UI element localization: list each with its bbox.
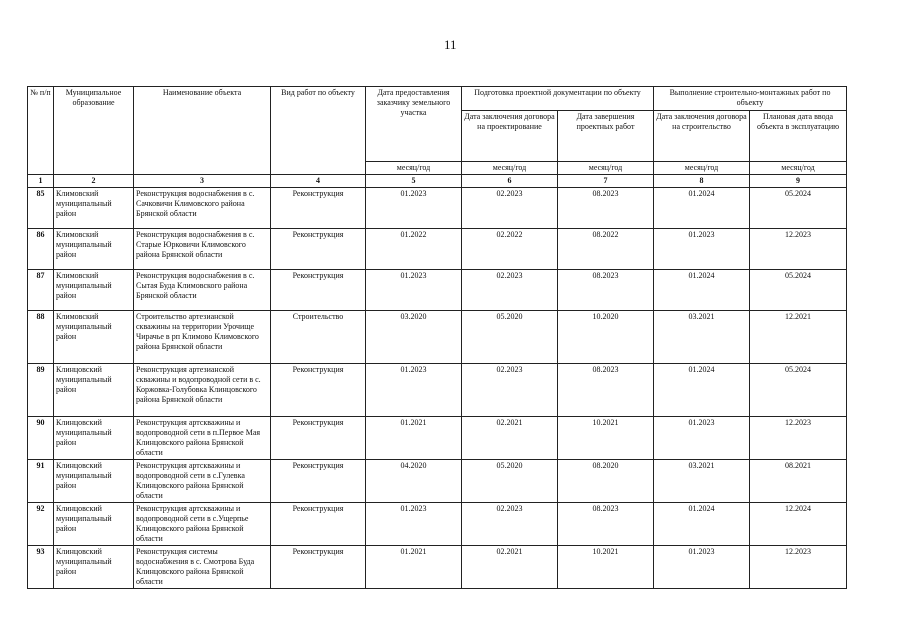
design-contract-date-cell: 02.2023 — [462, 188, 558, 229]
unit-label: месяц/год — [750, 162, 847, 175]
header-design-contract: Дата заключения договора на проектирование — [462, 111, 558, 162]
design-contract-date-cell: 02.2022 — [462, 229, 558, 270]
municipality-cell: Клинцовский муниципальный район — [54, 460, 134, 503]
design-end-date-cell: 10.2020 — [558, 311, 654, 364]
commissioning-date-cell: 08.2021 — [750, 460, 847, 503]
table-row — [28, 546, 847, 589]
municipality-cell: Климовский муниципальный район — [54, 311, 134, 364]
construction-contract-date-cell: 01.2023 — [654, 417, 750, 460]
unit-label: месяц/год — [558, 162, 654, 175]
row-number: 92 — [28, 503, 54, 546]
table-row — [28, 460, 847, 503]
table-row — [28, 229, 847, 270]
column-number-row — [28, 175, 847, 188]
municipality-cell: Клинцовский муниципальный район — [54, 546, 134, 589]
object-name-cell: Реконструкция системы водоснабжения в с. Смотрова Буда Клинцовского района Брянской области — [134, 546, 271, 589]
work-type-cell: Строительство — [271, 311, 366, 364]
municipality-cell: Клинцовский муниципальный район — [54, 364, 134, 417]
object-name-cell: Строительство артезианской скважины на территории Урочище Чирачье в рп Климово Климовского района Брянской области — [134, 311, 271, 364]
header-design-end: Дата завершения проектных работ — [558, 111, 654, 162]
column-number: 9 — [750, 175, 847, 188]
land-date-cell: 01.2023 — [366, 503, 462, 546]
work-type-cell: Реконструкция — [271, 417, 366, 460]
table-row — [28, 270, 847, 311]
design-contract-date-cell: 02.2021 — [462, 417, 558, 460]
land-date-cell: 01.2021 — [366, 417, 462, 460]
work-type-cell: Реконструкция — [271, 503, 366, 546]
row-number: 90 — [28, 417, 54, 460]
construction-contract-date-cell: 01.2023 — [654, 229, 750, 270]
design-end-date-cell: 08.2020 — [558, 460, 654, 503]
header-work-type: Вид работ по объекту — [271, 87, 366, 175]
header-municipality: Муниципальное образование — [54, 87, 134, 175]
municipality-cell: Климовский муниципальный район — [54, 270, 134, 311]
land-date-cell: 04.2020 — [366, 460, 462, 503]
header-land-date: Дата предоставления заказчику земельного участка — [366, 87, 462, 162]
design-contract-date-cell: 02.2023 — [462, 270, 558, 311]
construction-contract-date-cell: 03.2021 — [654, 311, 750, 364]
design-contract-date-cell: 02.2023 — [462, 364, 558, 417]
row-number: 86 — [28, 229, 54, 270]
column-number: 4 — [271, 175, 366, 188]
design-contract-date-cell: 05.2020 — [462, 311, 558, 364]
work-type-cell: Реконструкция — [271, 229, 366, 270]
work-type-cell: Реконструкция — [271, 460, 366, 503]
object-name-cell: Реконструкция артскважины и водопроводной сети в с.Ущерпье Клинцовского района Брянской области — [134, 503, 271, 546]
object-name-cell: Реконструкция водоснабжения в с. Сытая Буда Климовского района Брянской области — [134, 270, 271, 311]
row-number: 85 — [28, 188, 54, 229]
header-row — [28, 87, 847, 111]
design-contract-date-cell: 02.2023 — [462, 503, 558, 546]
unit-label: месяц/год — [462, 162, 558, 175]
object-name-cell: Реконструкция артскважины и водопроводной сети в п.Первое Мая Клинцовского района Брянской области — [134, 417, 271, 460]
header-commissioning: Плановая дата ввода объекта в эксплуатацию — [750, 111, 847, 162]
work-type-cell: Реконструкция — [271, 270, 366, 311]
header-design-group: Подготовка проектной документации по объекту — [462, 87, 654, 111]
column-number: 7 — [558, 175, 654, 188]
column-number: 3 — [134, 175, 271, 188]
land-date-cell: 01.2021 — [366, 546, 462, 589]
work-type-cell: Реконструкция — [271, 546, 366, 589]
land-date-cell: 01.2022 — [366, 229, 462, 270]
commissioning-date-cell: 12.2023 — [750, 546, 847, 589]
header-construction-group: Выполнение строительно-монтажных работ по объекту — [654, 87, 847, 111]
commissioning-date-cell: 12.2021 — [750, 311, 847, 364]
table-row — [28, 188, 847, 229]
row-number: 91 — [28, 460, 54, 503]
municipality-cell: Климовский муниципальный район — [54, 229, 134, 270]
work-type-cell: Реконструкция — [271, 188, 366, 229]
row-number: 93 — [28, 546, 54, 589]
page-number: 11 — [444, 37, 457, 52]
commissioning-date-cell: 12.2024 — [750, 503, 847, 546]
municipality-cell: Клинцовский муниципальный район — [54, 503, 134, 546]
work-type-cell: Реконструкция — [271, 364, 366, 417]
commissioning-date-cell: 12.2023 — [750, 417, 847, 460]
design-end-date-cell: 08.2023 — [558, 364, 654, 417]
construction-contract-date-cell: 01.2024 — [654, 188, 750, 229]
design-end-date-cell: 10.2021 — [558, 546, 654, 589]
object-name-cell: Реконструкция артскважины и водопроводной сети в с.Гулевка Клинцовского района Брянской области — [134, 460, 271, 503]
design-end-date-cell: 08.2023 — [558, 503, 654, 546]
schedule-table — [27, 86, 847, 589]
design-end-date-cell: 08.2023 — [558, 270, 654, 311]
object-name-cell: Реконструкция водоснабжения в с. Старые Юрковичи Климовского района Брянской области — [134, 229, 271, 270]
construction-contract-date-cell: 01.2023 — [654, 546, 750, 589]
object-name-cell: Реконструкция артезианской скважины и водопроводной сети в с. Коржовка-Голубовка Клинцовского района Брянской области — [134, 364, 271, 417]
object-name-cell: Реконструкция водоснабжения в с. Сачковичи Климовского района Брянской области — [134, 188, 271, 229]
land-date-cell: 03.2020 — [366, 311, 462, 364]
land-date-cell: 01.2023 — [366, 188, 462, 229]
municipality-cell: Климовский муниципальный район — [54, 188, 134, 229]
column-number: 6 — [462, 175, 558, 188]
column-number: 8 — [654, 175, 750, 188]
construction-contract-date-cell: 03.2021 — [654, 460, 750, 503]
design-contract-date-cell: 02.2021 — [462, 546, 558, 589]
commissioning-date-cell: 05.2024 — [750, 364, 847, 417]
header-construction-contract: Дата заключения договора на строительство — [654, 111, 750, 162]
column-number: 5 — [366, 175, 462, 188]
unit-label: месяц/год — [654, 162, 750, 175]
header-object: Наименование объекта — [134, 87, 271, 175]
header-num: № п/п — [28, 87, 54, 175]
commissioning-date-cell: 05.2024 — [750, 188, 847, 229]
unit-label: месяц/год — [366, 162, 462, 175]
land-date-cell: 01.2023 — [366, 364, 462, 417]
commissioning-date-cell: 05.2024 — [750, 270, 847, 311]
construction-contract-date-cell: 01.2024 — [654, 270, 750, 311]
row-number: 87 — [28, 270, 54, 311]
table-row — [28, 503, 847, 546]
design-end-date-cell: 10.2021 — [558, 417, 654, 460]
design-end-date-cell: 08.2022 — [558, 229, 654, 270]
commissioning-date-cell: 12.2023 — [750, 229, 847, 270]
municipality-cell: Клинцовский муниципальный район — [54, 417, 134, 460]
land-date-cell: 01.2023 — [366, 270, 462, 311]
construction-contract-date-cell: 01.2024 — [654, 364, 750, 417]
construction-contract-date-cell: 01.2024 — [654, 503, 750, 546]
table-row — [28, 364, 847, 417]
column-number: 2 — [54, 175, 134, 188]
row-number: 88 — [28, 311, 54, 364]
column-number: 1 — [28, 175, 54, 188]
design-end-date-cell: 08.2023 — [558, 188, 654, 229]
row-number: 89 — [28, 364, 54, 417]
design-contract-date-cell: 05.2020 — [462, 460, 558, 503]
table-row — [28, 417, 847, 460]
table-row — [28, 311, 847, 364]
